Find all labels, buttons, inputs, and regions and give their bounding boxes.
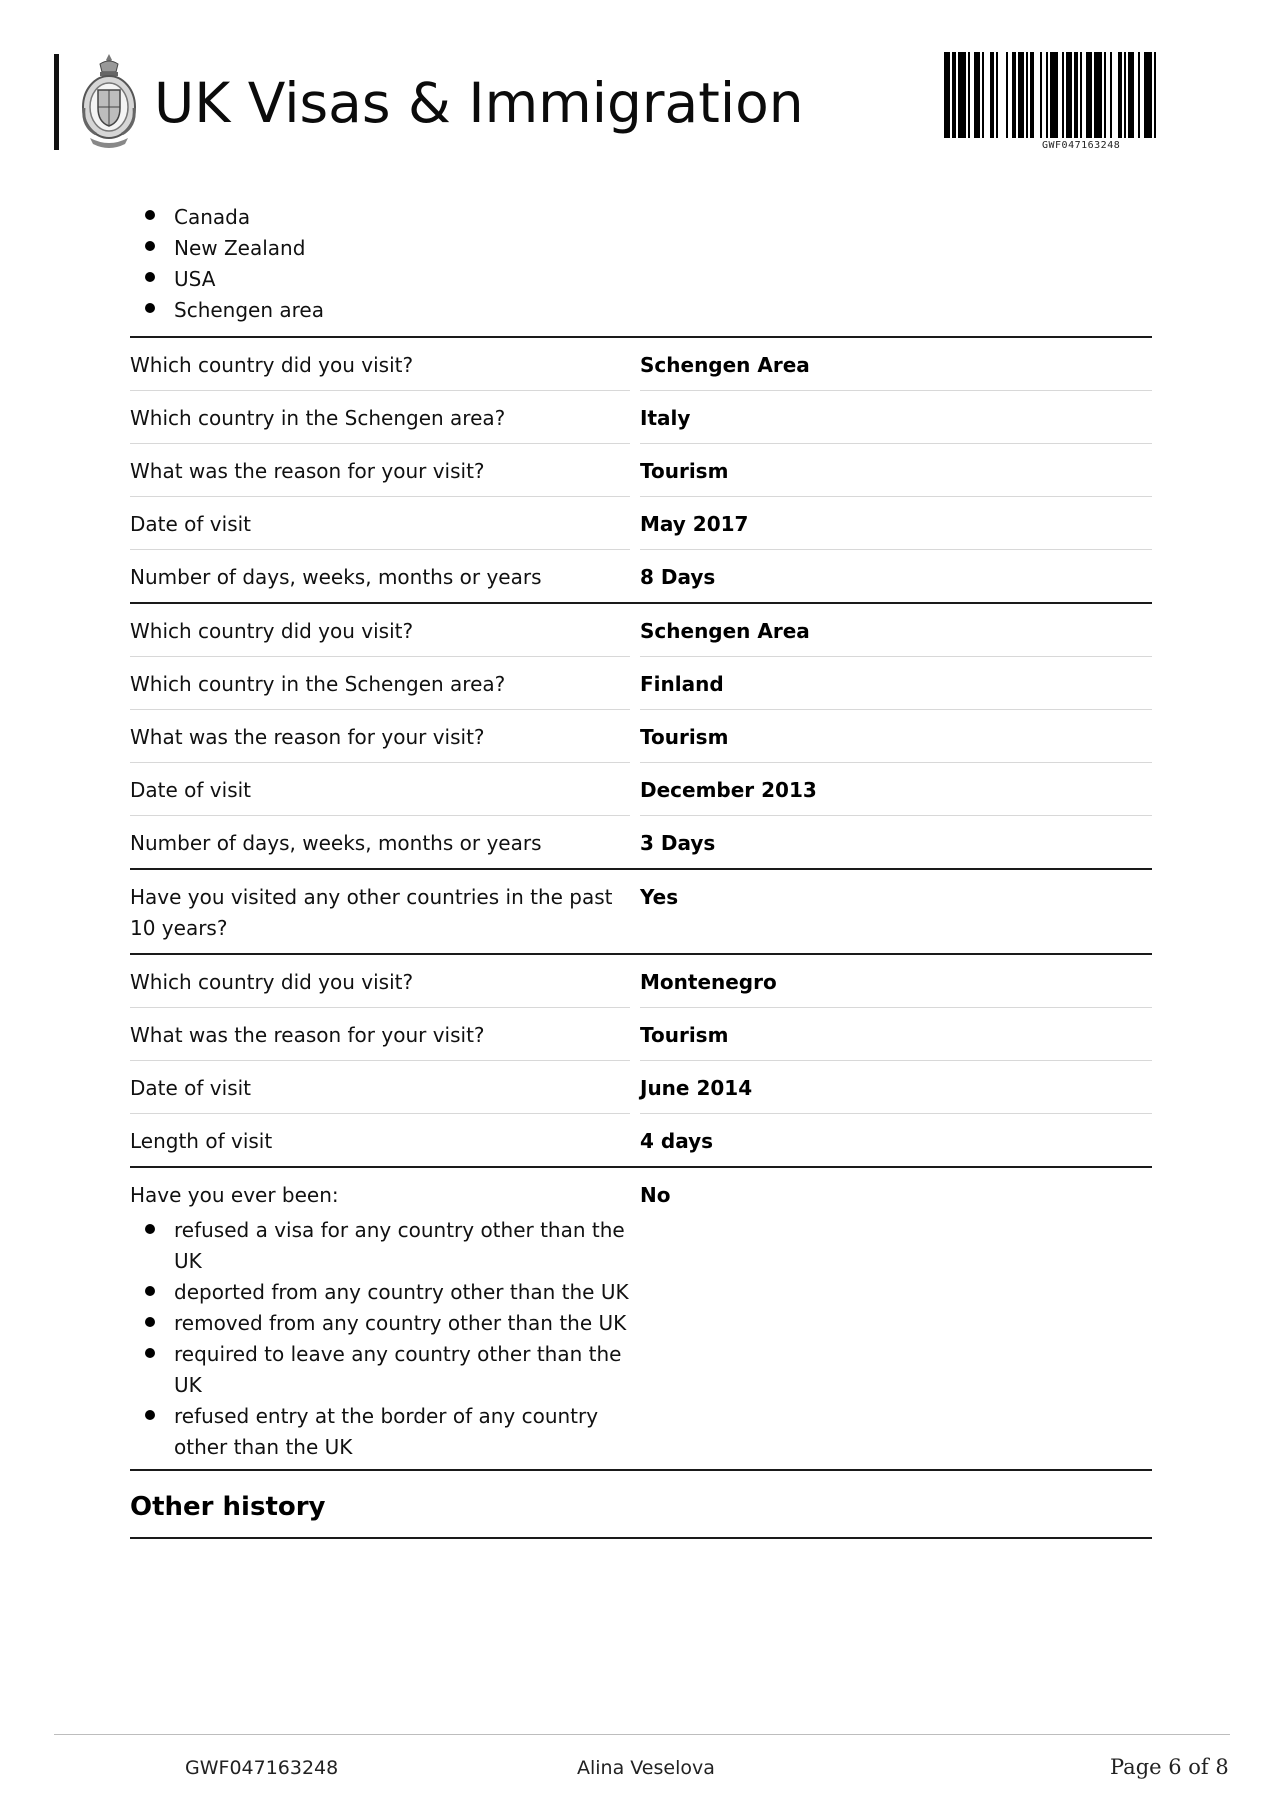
question-label: Which country in the Schengen area?: [130, 391, 630, 444]
question-label: Which country in the Schengen area?: [130, 657, 630, 710]
question-label: What was the reason for your visit?: [130, 1008, 630, 1061]
list-item: New Zealand: [130, 233, 324, 264]
page-header: [54, 50, 1234, 160]
question-label: What was the reason for your visit?: [130, 444, 630, 497]
travel-history-table: [130, 336, 1152, 1539]
list-item: deported from any country other than the UK: [130, 1277, 630, 1308]
question-label: [130, 1168, 630, 1469]
group-divider: [130, 1537, 1152, 1539]
country-list: [130, 202, 324, 326]
list-item: Schengen area: [130, 295, 324, 326]
list-item: refused a visa for any country other than the UK: [130, 1215, 630, 1277]
question-label: Date of visit: [130, 763, 630, 816]
answer-value: Yes: [640, 885, 679, 909]
question-label: Length of visit: [130, 1129, 273, 1153]
brand-title: UK Visas & Immigration: [154, 71, 804, 135]
answer-value: 3 Days: [640, 831, 716, 855]
question-label: Number of days, weeks, months or years: [130, 831, 542, 855]
question-label: Which country did you visit?: [130, 955, 630, 1008]
answer-value: Finland: [640, 657, 1152, 710]
footer-reference: GWF047163248: [185, 1757, 339, 1779]
answer-value: Italy: [640, 391, 1152, 444]
table-row: [130, 338, 1152, 391]
question-label: What was the reason for your visit?: [130, 710, 630, 763]
list-item: USA: [130, 264, 324, 295]
question-label: Date of visit: [130, 1061, 630, 1114]
question-text: Have you ever been:: [130, 1183, 339, 1207]
answer-value: May 2017: [640, 497, 1152, 550]
question-label: Have you visited any other countries in the past 10 years?: [130, 885, 613, 940]
list-item: removed from any country other than the UK: [130, 1308, 630, 1339]
refusal-list: [130, 1215, 630, 1463]
answer-value: Tourism: [640, 1008, 1152, 1061]
answer-value: No: [640, 1183, 671, 1207]
barcode-reference: GWF047163248: [1042, 140, 1121, 151]
barcode-image: [944, 52, 1234, 138]
table-row: [130, 497, 1152, 550]
footer-applicant-name: Alina Veselova: [577, 1757, 715, 1779]
list-item: Canada: [130, 202, 324, 233]
answer-value: Montenegro: [640, 955, 1152, 1008]
footer-divider: [54, 1734, 1230, 1735]
answer-value: 8 Days: [640, 565, 716, 589]
question-label: Which country did you visit?: [130, 338, 630, 391]
table-row: [130, 816, 1152, 868]
table-row: [130, 1061, 1152, 1114]
table-row: [130, 1008, 1152, 1061]
answer-value: Tourism: [640, 710, 1152, 763]
header-accent-bar: [54, 54, 59, 150]
answer-value: Schengen Area: [640, 338, 1152, 391]
question-label: Which country did you visit?: [130, 604, 630, 657]
question-label: Number of days, weeks, months or years: [130, 565, 542, 589]
table-row: [130, 550, 1152, 602]
answer-value: Tourism: [640, 444, 1152, 497]
table-row: [130, 1168, 1152, 1469]
table-row: [130, 710, 1152, 763]
table-row: [130, 657, 1152, 710]
answer-value: Schengen Area: [640, 604, 1152, 657]
table-row: [130, 604, 1152, 657]
table-row: [130, 1114, 1152, 1166]
answer-value: December 2013: [640, 763, 1152, 816]
list-item: refused entry at the border of any country other than the UK: [130, 1401, 630, 1463]
table-row: [130, 763, 1152, 816]
page-number: Page 6 of 8: [1110, 1755, 1229, 1779]
section-heading-other-history: Other history: [130, 1492, 326, 1522]
answer-value: 4 days: [640, 1129, 714, 1153]
royal-crest-icon: [78, 52, 140, 152]
question-label: Date of visit: [130, 497, 630, 550]
table-row: [130, 391, 1152, 444]
table-row: [130, 444, 1152, 497]
list-item: required to leave any country other than the UK: [130, 1339, 630, 1401]
table-row: [130, 870, 1152, 953]
answer-value: June 2014: [640, 1061, 1152, 1114]
table-row: [130, 955, 1152, 1008]
